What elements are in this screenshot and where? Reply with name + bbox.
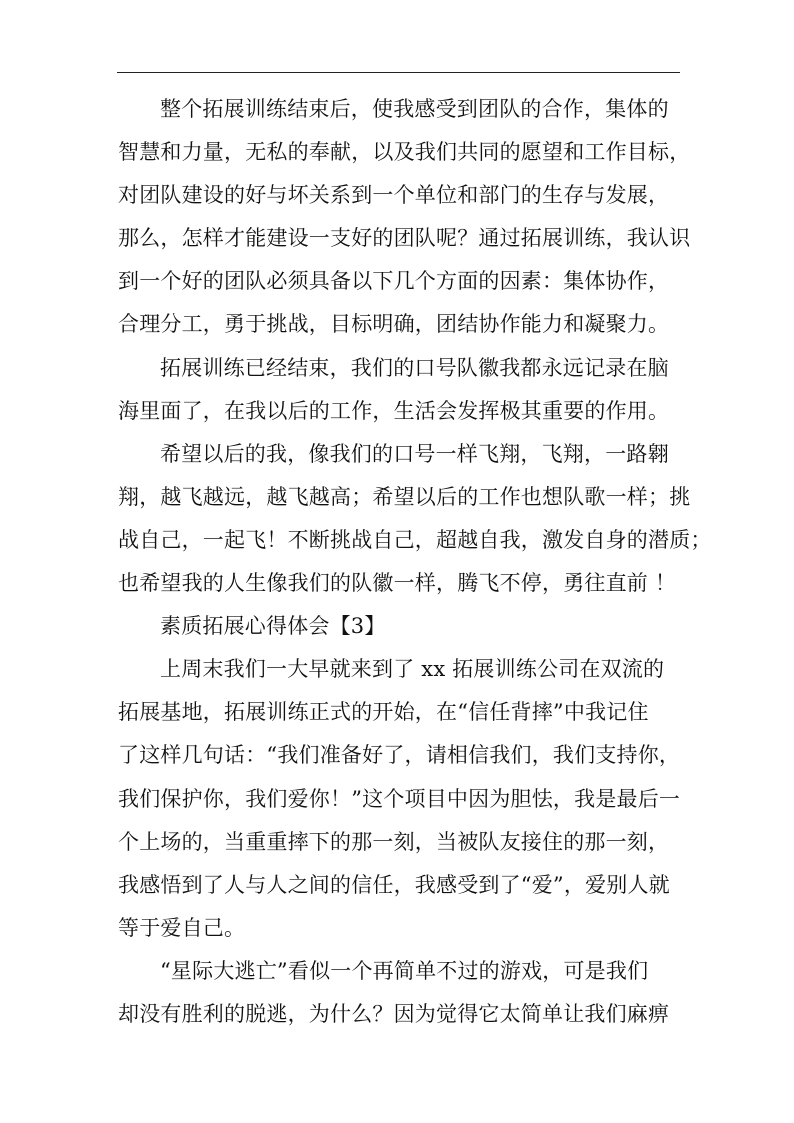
text-line-16: 了这样几句话：“我们准备好了，请相信我们，我们支持你，: [118, 743, 681, 768]
text-line-19: 我感悟到了人与人之间的信任，我感受到了“爱”，爱别人就: [118, 872, 670, 897]
text-line-3: 对团队建设的好与坏关系到一个单位和部门的生存与发展，: [118, 183, 670, 208]
text-line-21: “星际大逃亡”看似一个再简单不过的游戏，可是我们: [160, 958, 649, 983]
text-line-7: 拓展训练已经结束，我们的口号队徽我都永远记录在脑: [160, 355, 669, 380]
text-line-4: 那么，怎样才能建设一支好的团队呢？通过拓展训练，我认识: [118, 226, 691, 251]
document-body: [118, 88, 712, 1036]
text-line-8: 海里面了，在我以后的工作，生活会发挥极其重要的作用。: [118, 398, 670, 423]
text-line-2: 智慧和力量，无私的奉献，以及我们共同的愿望和工作目标，: [118, 140, 691, 165]
text-line-22: 却没有胜利的脱逃，为什么？因为觉得它太简单让我们麻痹: [118, 1001, 670, 1026]
header-rule: [117, 72, 680, 73]
text-line-20: 等于爱自己。: [118, 915, 246, 940]
text-line-14: 上周末我们一大早就来到了 xx 拓展训练公司在双流的: [160, 657, 665, 682]
section-heading: 素质拓展心得体会【3】: [160, 614, 386, 639]
text-line-1: 整个拓展训练结束后，使我感受到团队的合作，集体的: [160, 97, 669, 121]
text-line-11: 战自己，一起飞！不断挑战自己，超越自我，激发自身的潜质；: [118, 527, 712, 552]
text-line-18: 个上场的，当重重摔下的那一刻，当被队友接住的那一刻，: [118, 829, 670, 854]
text-line-15: 拓展基地，拓展训练正式的开始，在“信任背摔”中我记住: [118, 700, 649, 725]
text-line-5: 到一个好的团队必须具备以下几个方面的因素：集体协作，: [118, 269, 670, 294]
text-line-12: 也希望我的人生像我们的队徽一样，腾飞不停，勇往直前 ！: [118, 571, 677, 596]
text-line-6: 合理分工，勇于挑战，目标明确，团结协作能力和凝聚力。: [118, 312, 670, 337]
text-line-10: 翔，越飞越远，越飞越高；希望以后的工作也想队歌一样；挑: [118, 484, 691, 509]
text-line-9: 希望以后的我，像我们的口号一样飞翔，飞翔，一路翱: [160, 441, 669, 466]
text-line-17: 我们保护你，我们爱你！”这个项目中因为胆怯，我是最后一: [118, 786, 681, 811]
